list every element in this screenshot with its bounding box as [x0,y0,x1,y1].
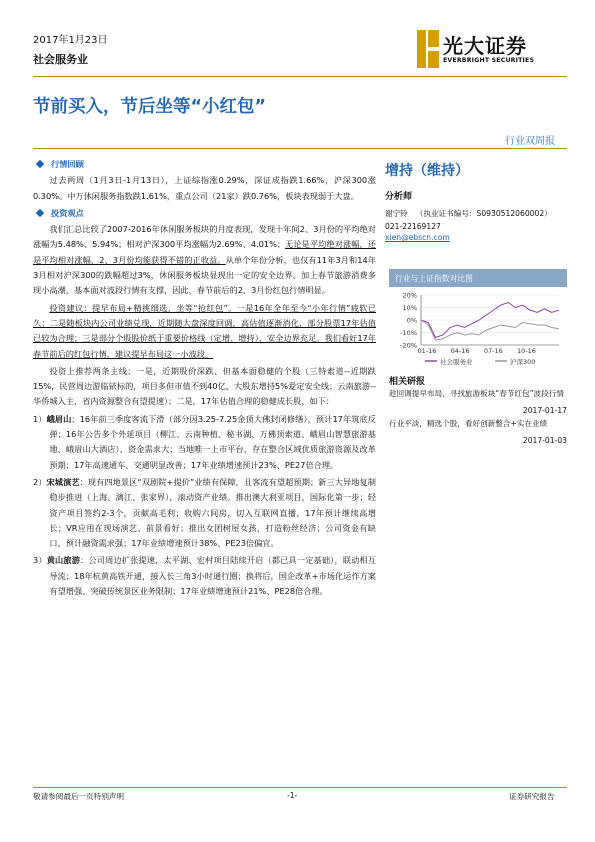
analyst-email-link[interactable]: xien@ebscn.com [385,233,450,242]
item-number: 1） [33,413,47,424]
logo-text-en: EVERBRIGHT SECURITIES [443,57,535,64]
title-divider [33,148,567,149]
review-paragraph: 过去两周（1月3日-1月13日），上证综指涨0.29%，深证成指跌1.66%，沪深300涨0.30%。中万休闲服务指数跌1.61%，重点公司（21家）跌0.76%，板块表现弱于大盘。 [33,175,376,201]
related-item-title[interactable]: 行业平淡，精选个股，看好创新整合+实在业绩 [389,419,548,428]
analyst-name: 谢宁铃 [385,209,408,218]
x-tick-label: 01-16 [417,347,437,355]
chart-title-bar: 行业与上证指数对比图 [389,269,567,287]
logo-text-cn: 光大证券 [443,34,527,58]
legend-label: 社会服务业 [440,358,473,366]
related-item-date: 2017-01-17 [522,406,567,415]
stock-item [33,553,376,599]
footer-divider [33,787,567,788]
logo-mark-icon [417,30,439,68]
item-number: 3） [33,555,47,566]
sector-name: 社会服务业 [33,53,88,66]
related-item-date: 2017-01-03 [522,436,567,445]
diamond-bullet-icon [36,160,44,168]
x-tick-label: 07-16 [483,347,503,355]
stock-text: ：公司周边扩张提速，太平湖、宏村项目陆续开启（都已具一定基础），联动相互导流；18年杭黄高铁开通，接入长三角3小时通行圈；换将后，国企改革+市场化运作方案有望增强、突破传统景区业务限制；17年业绩增速预计21%、PE28倍合理。 [49,555,376,597]
footer-disclaimer: 敬请参阅最后一页特别声明 [33,792,125,801]
analyst-license: （执业证书编号：S0930512060002） [415,209,552,218]
item-number: 2） [33,476,47,487]
stock-item [33,475,376,551]
analyst-heading: 分析师 [385,192,413,202]
related-list [389,388,567,445]
related-item-title[interactable]: 趁回调提早布局，寻找旅游板块“春节红包”波段行情 [389,389,564,398]
legend-label: 沪深300 [510,358,536,366]
main-column [33,157,376,599]
y-tick-label: 10% [402,304,417,312]
comparison-chart [389,289,567,367]
sidebar [385,160,567,242]
stock-name: 黄山旅游 [46,555,81,566]
views-paragraph-3: 投资上推荐两条主线：一是，近期股价深跌、但基本面稳健的个股（三特索道--近期跌15%，民营周边游临铱标的，项目多但市值不到40亿，大股东增持5%爱定安全线；云南旅游--华侨城入主，省内资源整合有望提速）；二是，17年估值合理的稳健成长股，如下： [33,365,376,407]
related-heading: 相关研报 [389,377,426,387]
diamond-bullet-icon [36,209,44,217]
section-heading-views: 投资观点 [33,206,376,221]
x-tick-label: 10-16 [517,347,536,355]
header-divider [33,76,567,77]
series-line-2 [421,320,559,340]
page-number: -1- [287,791,298,800]
section-heading-review: 行情回顾 [33,157,376,172]
footer-report-label: 证券研究报告 [509,792,555,801]
stock-list [33,412,376,600]
stock-item [33,412,376,473]
stock-text: ：现有四地景区“双剧院+提价”业绩有保障，且客流有望超预期；新三大异地复制稳步推进（上海、漓江、张家界），滚动资产业绩。推出澳大利亚项目，国际化第一步；轻资产项目签约2-3个，贡献高毛利；收购六间房，切入互联网直播，17年预计继续高增长；VR应用在现场演艺、前景看好；推出女团树屋女孩，打造粉丝经济；公司资金有缺口，预计融资需求强；17年业绩增速预计38%、PE23倍偏宜。 [49,476,376,549]
analyst-row [385,208,567,219]
report-date: 2017年1月23日 [33,35,108,46]
x-tick-label: 04-16 [450,347,470,355]
views-paragraph-1: 我们汇总比较了2007-2016年休闲服务板块的月度表现，发现十年间2、3月份的平均绝对涨幅为5.48%、5.94%；相对沪深300平均涨幅为2.69%、4.01%；无论是平均绝对涨幅，还是平均相对涨幅，2、3月份均能获得不错的正收益。从单个年份分析，也仅有11年3月和14年3月相对沪深300的跌幅超过3%，休闲服务板块显现出一定的安全边界。加上春节旅游消费多现小高潮，基本面对波段行情有支撑，因此，春节前后的2、3月份红包行情明显。 [33,224,377,296]
y-tick-label: -10% [400,329,417,337]
stock-name: 宋城演艺 [46,476,80,487]
views-paragraph-2: 投资建议：提早布局+精挑细选，坐等“抢红包”。一是16年全年至今“小年行情”疲软已久；二是随板块内公司业绩兑现，近期随大盘深度回调，高估值逐渐消化，部分股票17年估值已较为合理；三是部分个股股价纸于重要价格线（定增、增持），安全边界充足。我们看好17年春节前后的红包行情，建议提早布局这一小波段。 [33,302,376,359]
y-tick-label: 0% [406,316,417,325]
y-tick-label: 20% [402,291,417,300]
y-tick-label: -20% [400,341,417,350]
rating: 增持（维持） [385,163,469,179]
page-title: 节前买入，节后坐等“小红包” [33,97,267,117]
report-type: 行业双周报 [505,136,555,147]
stock-name: 峨眉山 [46,413,72,424]
stock-text: ：16年前三季度客流下滑（部分因3.25-7.25金顶大佛封闭修缮），预计17年筑底反弹；16年公告多个外延项目（柳江、云南种植、秘书湖、万佛顶索道、峨眉山智慧旅游基地、峨眉山大酒店），资金需求大；当地唯一上市平台，存在整合区域优质旅游资源及改革预期；17年高速通车、交通明显改善；17年业绩增速预计23%、PE27倍合理。 [49,413,376,470]
analyst-phone: 021-22169127 [385,222,441,231]
logo [417,30,569,74]
